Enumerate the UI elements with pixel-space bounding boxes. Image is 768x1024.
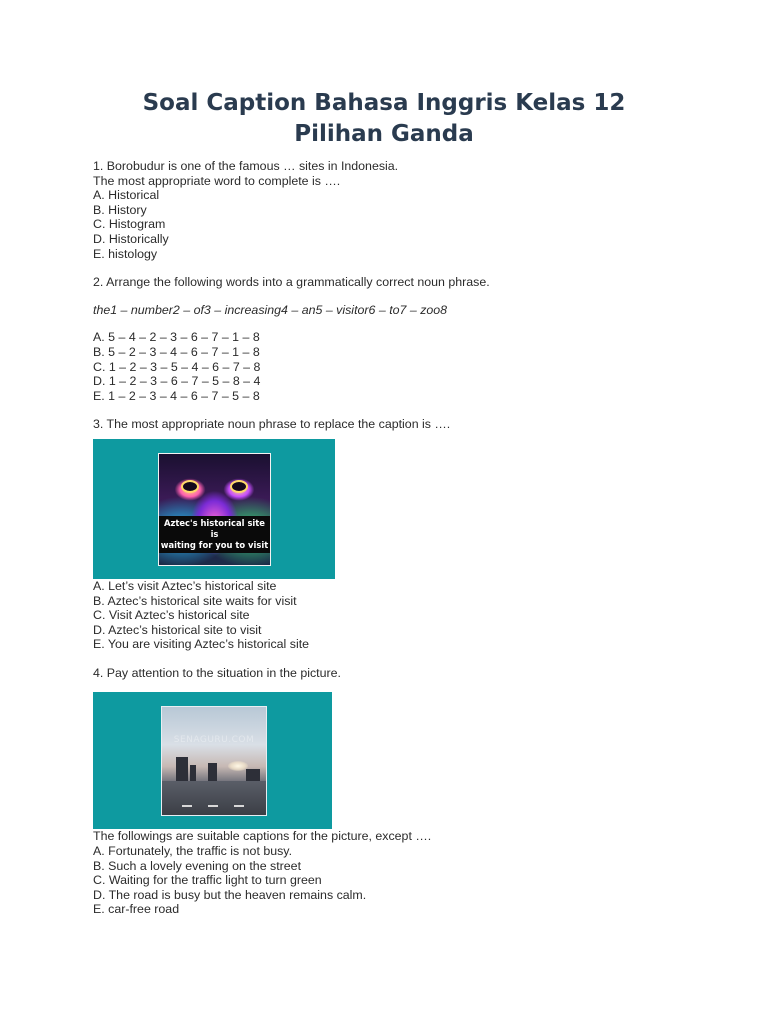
question-2-option-d: D. 1 – 2 – 3 – 6 – 7 – 5 – 8 – 4	[93, 374, 261, 389]
question-2-text: 2. Arrange the following words into a grammatically correct noun phrase.	[93, 275, 490, 290]
road-sunset-glow	[228, 761, 248, 771]
question-4-instruction: The followings are suitable captions for the picture, except ….	[93, 829, 432, 844]
road-surface	[162, 781, 266, 815]
question-1-option-b: B. History	[93, 202, 147, 217]
question-4-option-d: D. The road is busy but the heaven remains calm.	[93, 887, 367, 902]
question-2-option-a: A. 5 – 4 – 2 – 3 – 6 – 7 – 1 – 8	[93, 330, 260, 345]
aztec-mask-image	[158, 453, 271, 566]
document-body	[93, 159, 693, 917]
question-2-option-e: E. 1 – 2 – 3 – 4 – 6 – 7 – 5 – 8	[93, 388, 260, 403]
aztec-mask-right-eye	[230, 480, 248, 493]
question-1-option-d: D. Historically	[93, 231, 169, 246]
aztec-figure	[93, 439, 335, 579]
page-title-line-1: Soal Caption Bahasa Inggris Kelas 12	[142, 90, 626, 116]
question-3-text: 3. The most appropriate noun phrase to replace the caption is ….	[93, 417, 451, 432]
question-4	[93, 666, 693, 917]
question-3-option-a: A. Let’s visit Aztec’s historical site	[93, 578, 277, 593]
question-2-option-b: B. 5 – 2 – 3 – 4 – 6 – 7 – 1 – 8	[93, 344, 260, 359]
page-title	[0, 88, 768, 150]
road-evening-image	[161, 706, 267, 816]
aztec-mask-left-eye	[181, 480, 199, 493]
question-3-option-c: C. Visit Aztec’s historical site	[93, 608, 250, 623]
aztec-image-caption-line-2: waiting for you to visit	[160, 539, 269, 550]
question-1-option-a: A. Historical	[93, 188, 160, 203]
question-2-option-c: C. 1 – 2 – 3 – 5 – 4 – 6 – 7 – 8	[93, 359, 261, 374]
question-4-option-c: C. Waiting for the traffic light to turn green	[93, 873, 322, 888]
question-3	[93, 417, 693, 652]
question-3-option-e: E. You are visiting Aztec’s historical site	[93, 637, 310, 652]
page-title-line-2: Pilihan Ganda	[294, 121, 474, 147]
road-figure	[93, 692, 332, 829]
question-3-option-d: D. Aztec’s historical site to visit	[93, 622, 262, 637]
question-4-option-e: E. car-free road	[93, 902, 180, 917]
aztec-image-caption-line-1: Aztec's historical site is	[164, 517, 265, 539]
question-4-option-a: A. Fortunately, the traffic is not busy.	[93, 844, 293, 859]
road-lane-marking	[234, 805, 244, 807]
question-1-option-c: C. Histogram	[93, 217, 166, 232]
question-1-option-e: E. histology	[93, 246, 158, 261]
question-3-option-b: B. Aztec’s historical site waits for visit	[93, 593, 297, 608]
question-4-option-b: B. Such a lovely evening on the street	[93, 858, 302, 873]
road-image-watermark: SENAGURU.COM	[173, 735, 255, 746]
question-4-text: 4. Pay attention to the situation in the picture.	[93, 665, 341, 680]
road-lane-marking	[208, 805, 218, 807]
question-2-word-list: the1 – number2 – of3 – increasing4 – an5 – visitor6 – to7 – zoo8	[93, 302, 448, 317]
question-1	[93, 159, 693, 261]
question-1-instruction: The most appropriate word to complete is ….	[93, 173, 341, 188]
aztec-image-caption	[159, 516, 270, 553]
question-1-text: 1. Borobudur is one of the famous … sites in Indonesia.	[93, 159, 399, 173]
road-lane-marking	[182, 805, 192, 807]
question-2	[93, 275, 693, 403]
